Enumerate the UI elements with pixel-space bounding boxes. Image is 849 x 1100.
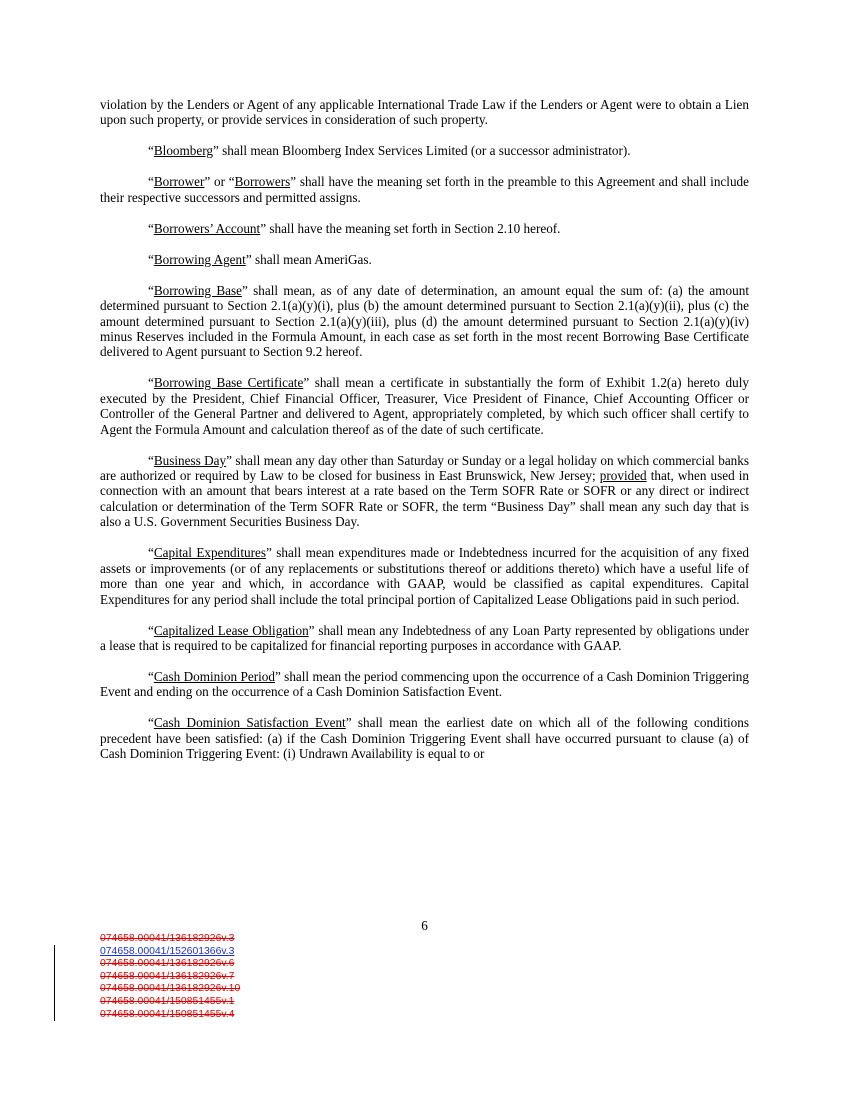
definition-borrowing-base: “Borrowing Base” shall mean, as of any date of determination, an amount equal the sum of: (a) the amount determined pursuant to Section 2.1(a)(y)(i), plus (b) the amount determined pursuant to Section 2.1(a)(y)(ii), plus (c) the amount determined pursuant to Section 2.1(a)(y)(iii), plus (d) the amount determined pursuant to Section 2.1(a)(y)(iv) minus Reserves included in the Formula Amount, in each case as set forth in the most recent Borrowing Base Certificate delivered to Agent pursuant to Section 9.2 hereof.	[100, 282, 749, 360]
definition-borrower: “Borrower” or “Borrowers” shall have the meaning set forth in the preamble to this Agreement and shall include their respective successors and permitted assigns.	[100, 174, 749, 205]
version-id-deleted: 074658.00041/136182926v.7	[100, 970, 235, 982]
defined-term: Cash Dominion Satisfaction Event	[153, 715, 346, 731]
document-version-footer	[100, 933, 240, 1021]
defined-term: Cash Dominion Period	[153, 668, 275, 684]
version-id-deleted: 074658.00041/136182926v.10	[100, 983, 241, 995]
version-id-deleted: 074658.00041/150851455v.4	[100, 1008, 235, 1020]
definition-borrowers-account: “Borrowers’ Account” shall have the meaning set forth in Section 2.10 hereof.	[148, 220, 561, 236]
proviso-term: provided	[599, 468, 647, 484]
definition-borrowing-agent: “Borrowing Agent” shall mean AmeriGas.	[148, 251, 372, 267]
revision-change-bar	[54, 945, 55, 1021]
defined-term: Borrowing Base Certificate	[153, 375, 304, 391]
intro-paragraph: violation by the Lenders or Agent of any applicable International Trade Law if the Lenders or Agent were to obtain a Lien upon such property, or provide services in consideration of such property.	[100, 97, 749, 128]
version-id-deleted: 074658.00041/150851455v.1	[100, 995, 235, 1007]
page-number: 6	[421, 918, 428, 933]
version-id-inserted: 074658.00041/152601366v.3	[100, 945, 235, 957]
defined-term: Business Day	[153, 452, 227, 468]
defined-term: Capitalized Lease Obligation	[153, 622, 309, 638]
defined-term: Borrowers’ Account	[153, 220, 261, 236]
definition-borrowing-base-certificate: “Borrowing Base Certificate” shall mean a certificate in substantially the form of Exhibit 1.2(a) hereto duly executed by the President, Chief Financial Officer, Treasurer, Vice President of Finance, Chief Accounting Officer or Controller of the General Partner and delivered to Agent, appropriately completed, by which such officer shall certify to Agent the Formula Amount and calculation thereof as of the date of such certificate.	[100, 375, 749, 437]
definition-capital-expenditures: “Capital Expenditures” shall mean expenditures made or Indebtedness incurred for the acquisition of any fixed assets or improvements (or of any replacements or substitutions thereof or additions thereto) which have a useful life of more than one year and which, in accordance with GAAP, would be classified as capital expenditures. Capital Expenditures for any period shall include the total principal portion of Capitalized Lease Obligations paid in such period.	[100, 545, 749, 607]
document-body	[100, 97, 749, 762]
definition-cash-dominion-period: “Cash Dominion Period” shall mean the period commencing upon the occurrence of a Cash Dominion Triggering Event and ending on the occurrence of a Cash Dominion Satisfaction Event.	[100, 668, 749, 700]
definition-capitalized-lease-obligation: “Capitalized Lease Obligation” shall mean any Indebtedness of any Loan Party represented by obligations under a lease that is required to be capitalized for financial reporting purposes in accordance with GAAP.	[100, 622, 749, 653]
defined-term: Bloomberg	[153, 143, 213, 159]
definition-cash-dominion-satisfaction-event: “Cash Dominion Satisfaction Event” shall mean the earliest date on which all of the following conditions precedent have been satisfied: (a) if the Cash Dominion Triggering Event shall have occurred pursuant to clause (a) of Cash Dominion Triggering Event: (i) Undrawn Availability is equal to or	[100, 715, 749, 762]
version-id-deleted: 074658.00041/136182926v.6	[100, 958, 235, 970]
defined-term: Capital Expenditures	[153, 545, 266, 561]
definition-bloomberg: “Bloomberg” shall mean Bloomberg Index Services Limited (or a successor administrator).	[148, 143, 631, 159]
defined-term: Borrowing Base	[153, 282, 242, 298]
defined-term: Borrowers	[234, 174, 291, 190]
defined-term: Borrower	[153, 174, 205, 190]
defined-term: Borrowing Agent	[153, 251, 246, 267]
definition-business-day: “Business Day” shall mean any day other than Saturday or Sunday or a legal holiday on which commercial banks are authorized or required by Law to be closed for business in East Brunswick, New Jersey; provided that, when used in connection with an amount that bears interest at a rate based on the Term SOFR Rate or SOFR or any direct or indirect calculation or determination of the Term SOFR Rate or SOFR, the term “Business Day” shall mean any such day that is also a U.S. Government Securities Business Day.	[100, 452, 750, 530]
version-id-deleted: 074658.00041/136182926v.3	[100, 933, 235, 944]
